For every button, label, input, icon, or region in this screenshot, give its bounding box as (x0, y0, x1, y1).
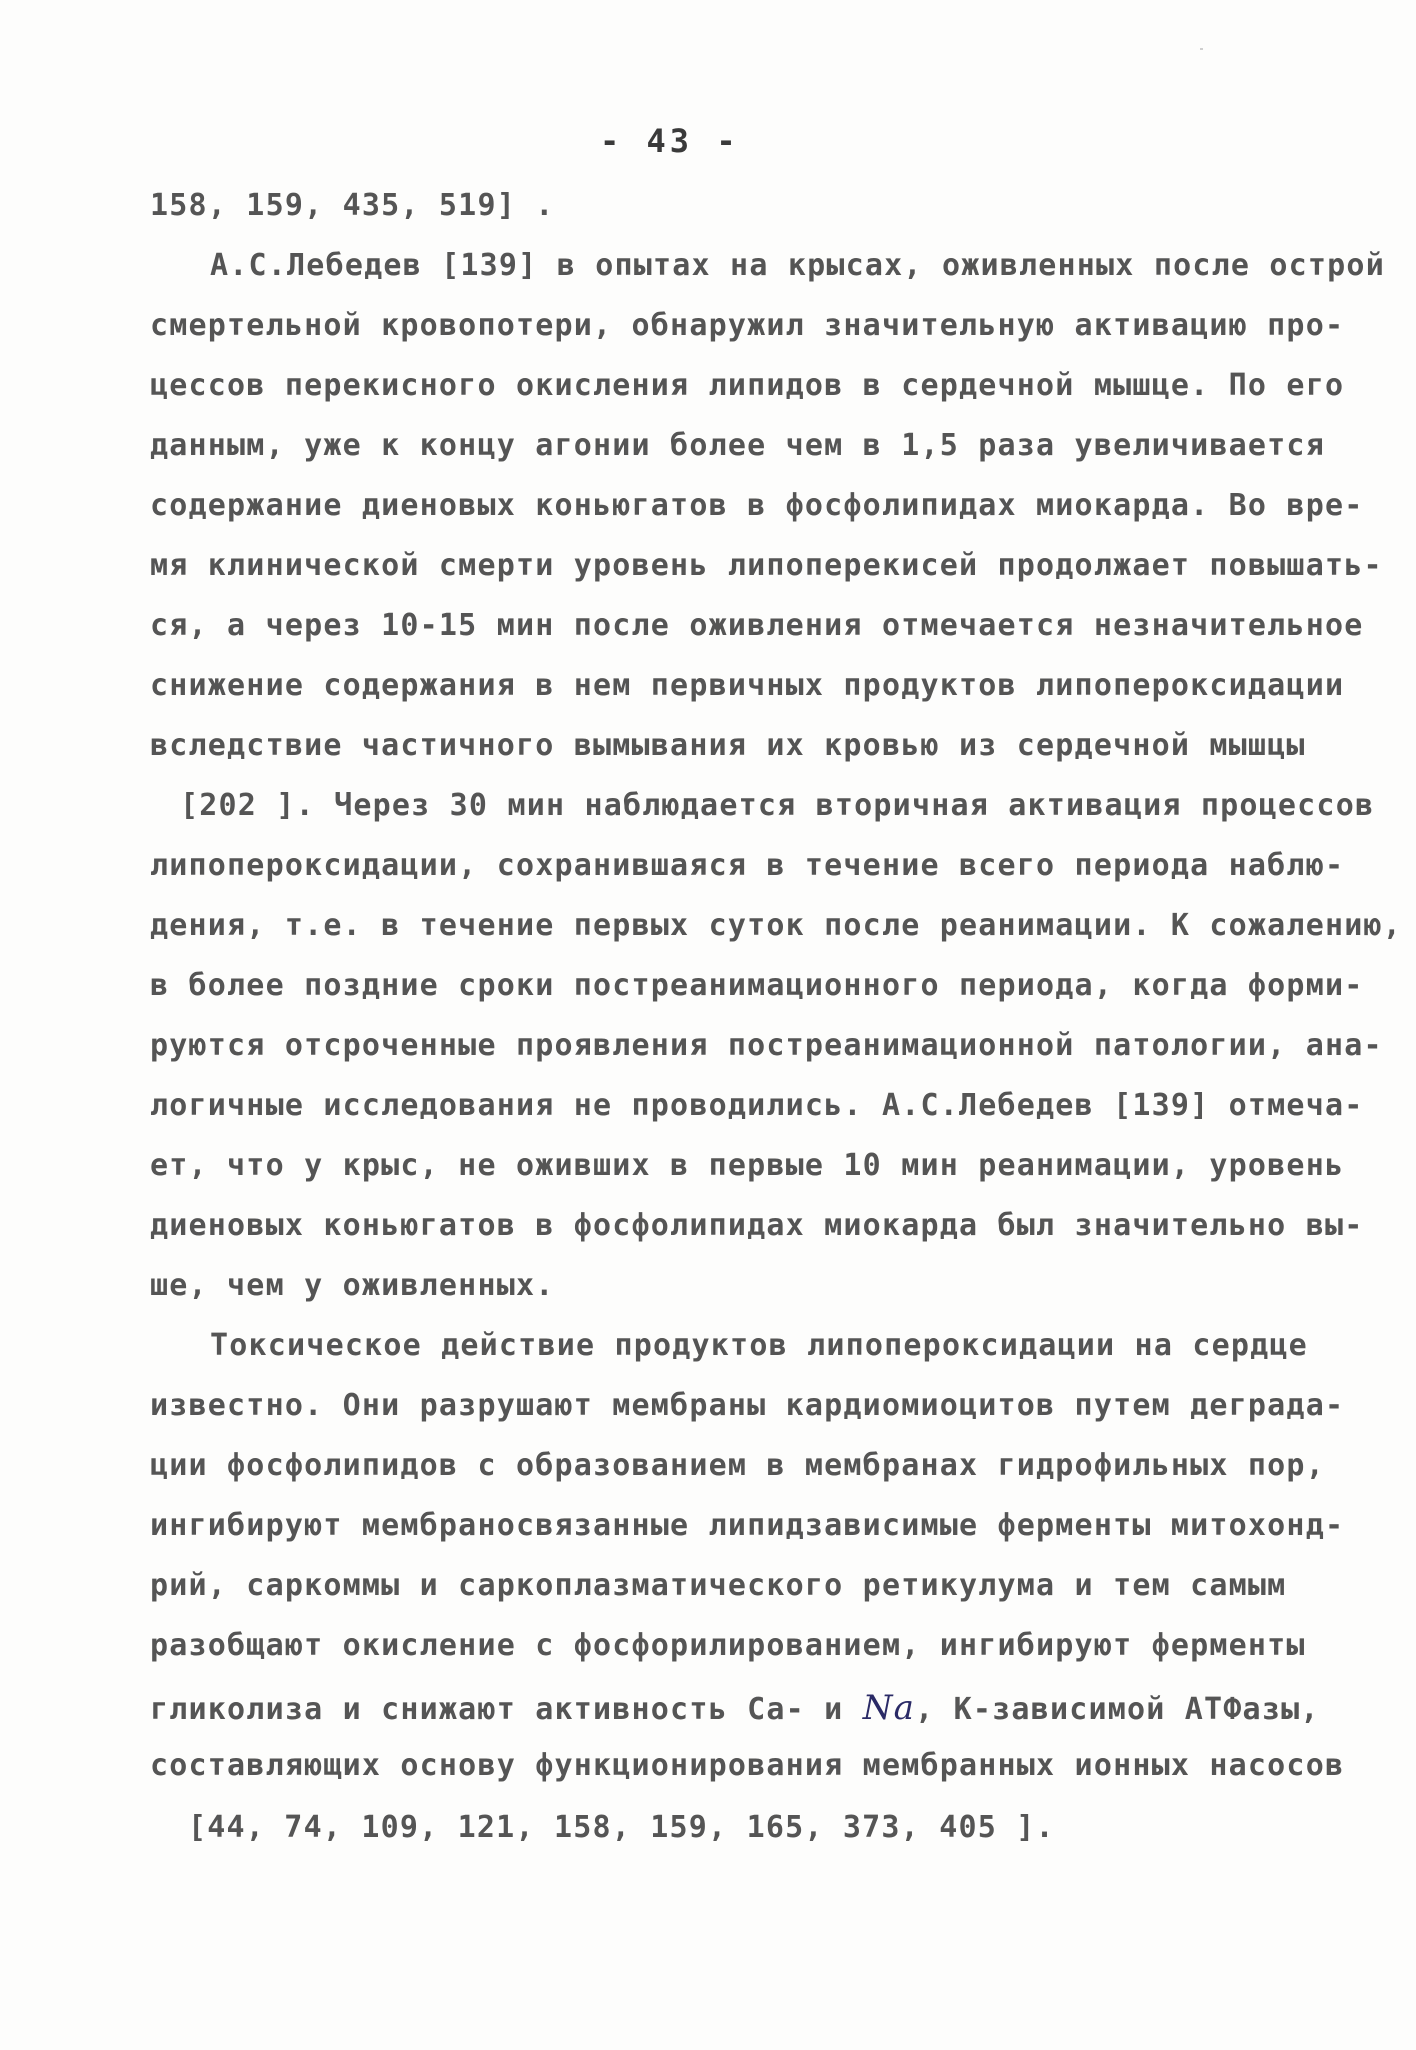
text-line-23: ингибируют мембраносвязанные липидзависимые ферменты митохонд- (150, 1508, 1345, 1543)
text-line-6: содержание диеновых коньюгатов в фосфолипидах миокарда. Во вре- (150, 488, 1364, 523)
text-line-14: в более поздние сроки постреанимационного периода, когда форми- (150, 968, 1364, 1003)
text-line-9: снижение содержания в нем первичных продуктов липопероксидации (150, 668, 1345, 703)
text-line-13: дения, т.е. в течение первых суток после реанимации. К сожалению, (150, 908, 1402, 943)
scan-speck (1200, 48, 1203, 50)
text-line-12: липопероксидации, сохранившаяся в течение всего периода наблю- (150, 848, 1345, 883)
text-line-18: диеновых коньюгатов в фосфолипидах миокарда был значительно вы- (150, 1208, 1364, 1243)
text-line-15: руются отсроченные проявления постреанимационной патологии, ана- (150, 1028, 1383, 1063)
text-line-3: смертельной кровопотери, обнаружил значительную активацию про- (150, 308, 1345, 343)
text-line-19: ше, чем у оживленных. (150, 1268, 555, 1303)
text-line-1: 158, 159, 435, 519] . (150, 188, 555, 223)
text-line-26 (150, 1688, 1320, 1728)
text-line-16: логичные исследования не проводились. А.С.Лебедев [139] отмеча- (150, 1088, 1364, 1123)
text-line-28: [44, 74, 109, 121, 158, 159, 165, 373, 405 ]. (188, 1810, 1055, 1845)
text-line-8: ся, а через 10-15 мин после оживления отмечается незначительное (150, 608, 1364, 643)
text-line-22: ции фосфолипидов с образованием в мембранах гидрофильных пор, (150, 1448, 1325, 1483)
text-line-5: данным, уже к концу агонии более чем в 1,5 раза увеличивается (150, 428, 1325, 463)
text-line-20: Токсическое действие продуктов липопероксидации на сердце (210, 1328, 1308, 1363)
text-line-11: [202 ]. Через 30 мин наблюдается вторичная активация процессов (180, 788, 1375, 823)
text-line-4: цессов перекисного окисления липидов в сердечной мышце. По его (150, 368, 1345, 403)
handwritten-na: Na (862, 1688, 916, 1728)
text-line-24: рий, саркоммы и саркоплазматического ретикулума и тем самым (150, 1568, 1287, 1603)
text-line-26-start: гликолиза и снижают активность Са- и (150, 1692, 844, 1727)
text-line-10: вследствие частичного вымывания их кровью из сердечной мышцы (150, 728, 1306, 763)
text-line-26-end: , К-зависимой АТФазы, (915, 1692, 1320, 1727)
text-line-27: составляющих основу функционирования мембранных ионных насосов (150, 1748, 1345, 1783)
text-line-25: разобщают окисление с фосфорилированием, ингибируют ферменты (150, 1628, 1306, 1663)
text-line-21: известно. Они разрушают мембраны кардиомиоцитов путем деграда- (150, 1388, 1345, 1423)
text-line-17: ет, что у крыс, не оживших в первые 10 мин реанимации, уровень (150, 1148, 1345, 1183)
text-line-7: мя клинической смерти уровень липоперекисей продолжает повышать- (150, 548, 1383, 583)
page-number: - 43 - (600, 122, 740, 160)
text-line-2: А.С.Лебедев [139] в опытах на крысах, оживленных после острой (210, 248, 1385, 283)
